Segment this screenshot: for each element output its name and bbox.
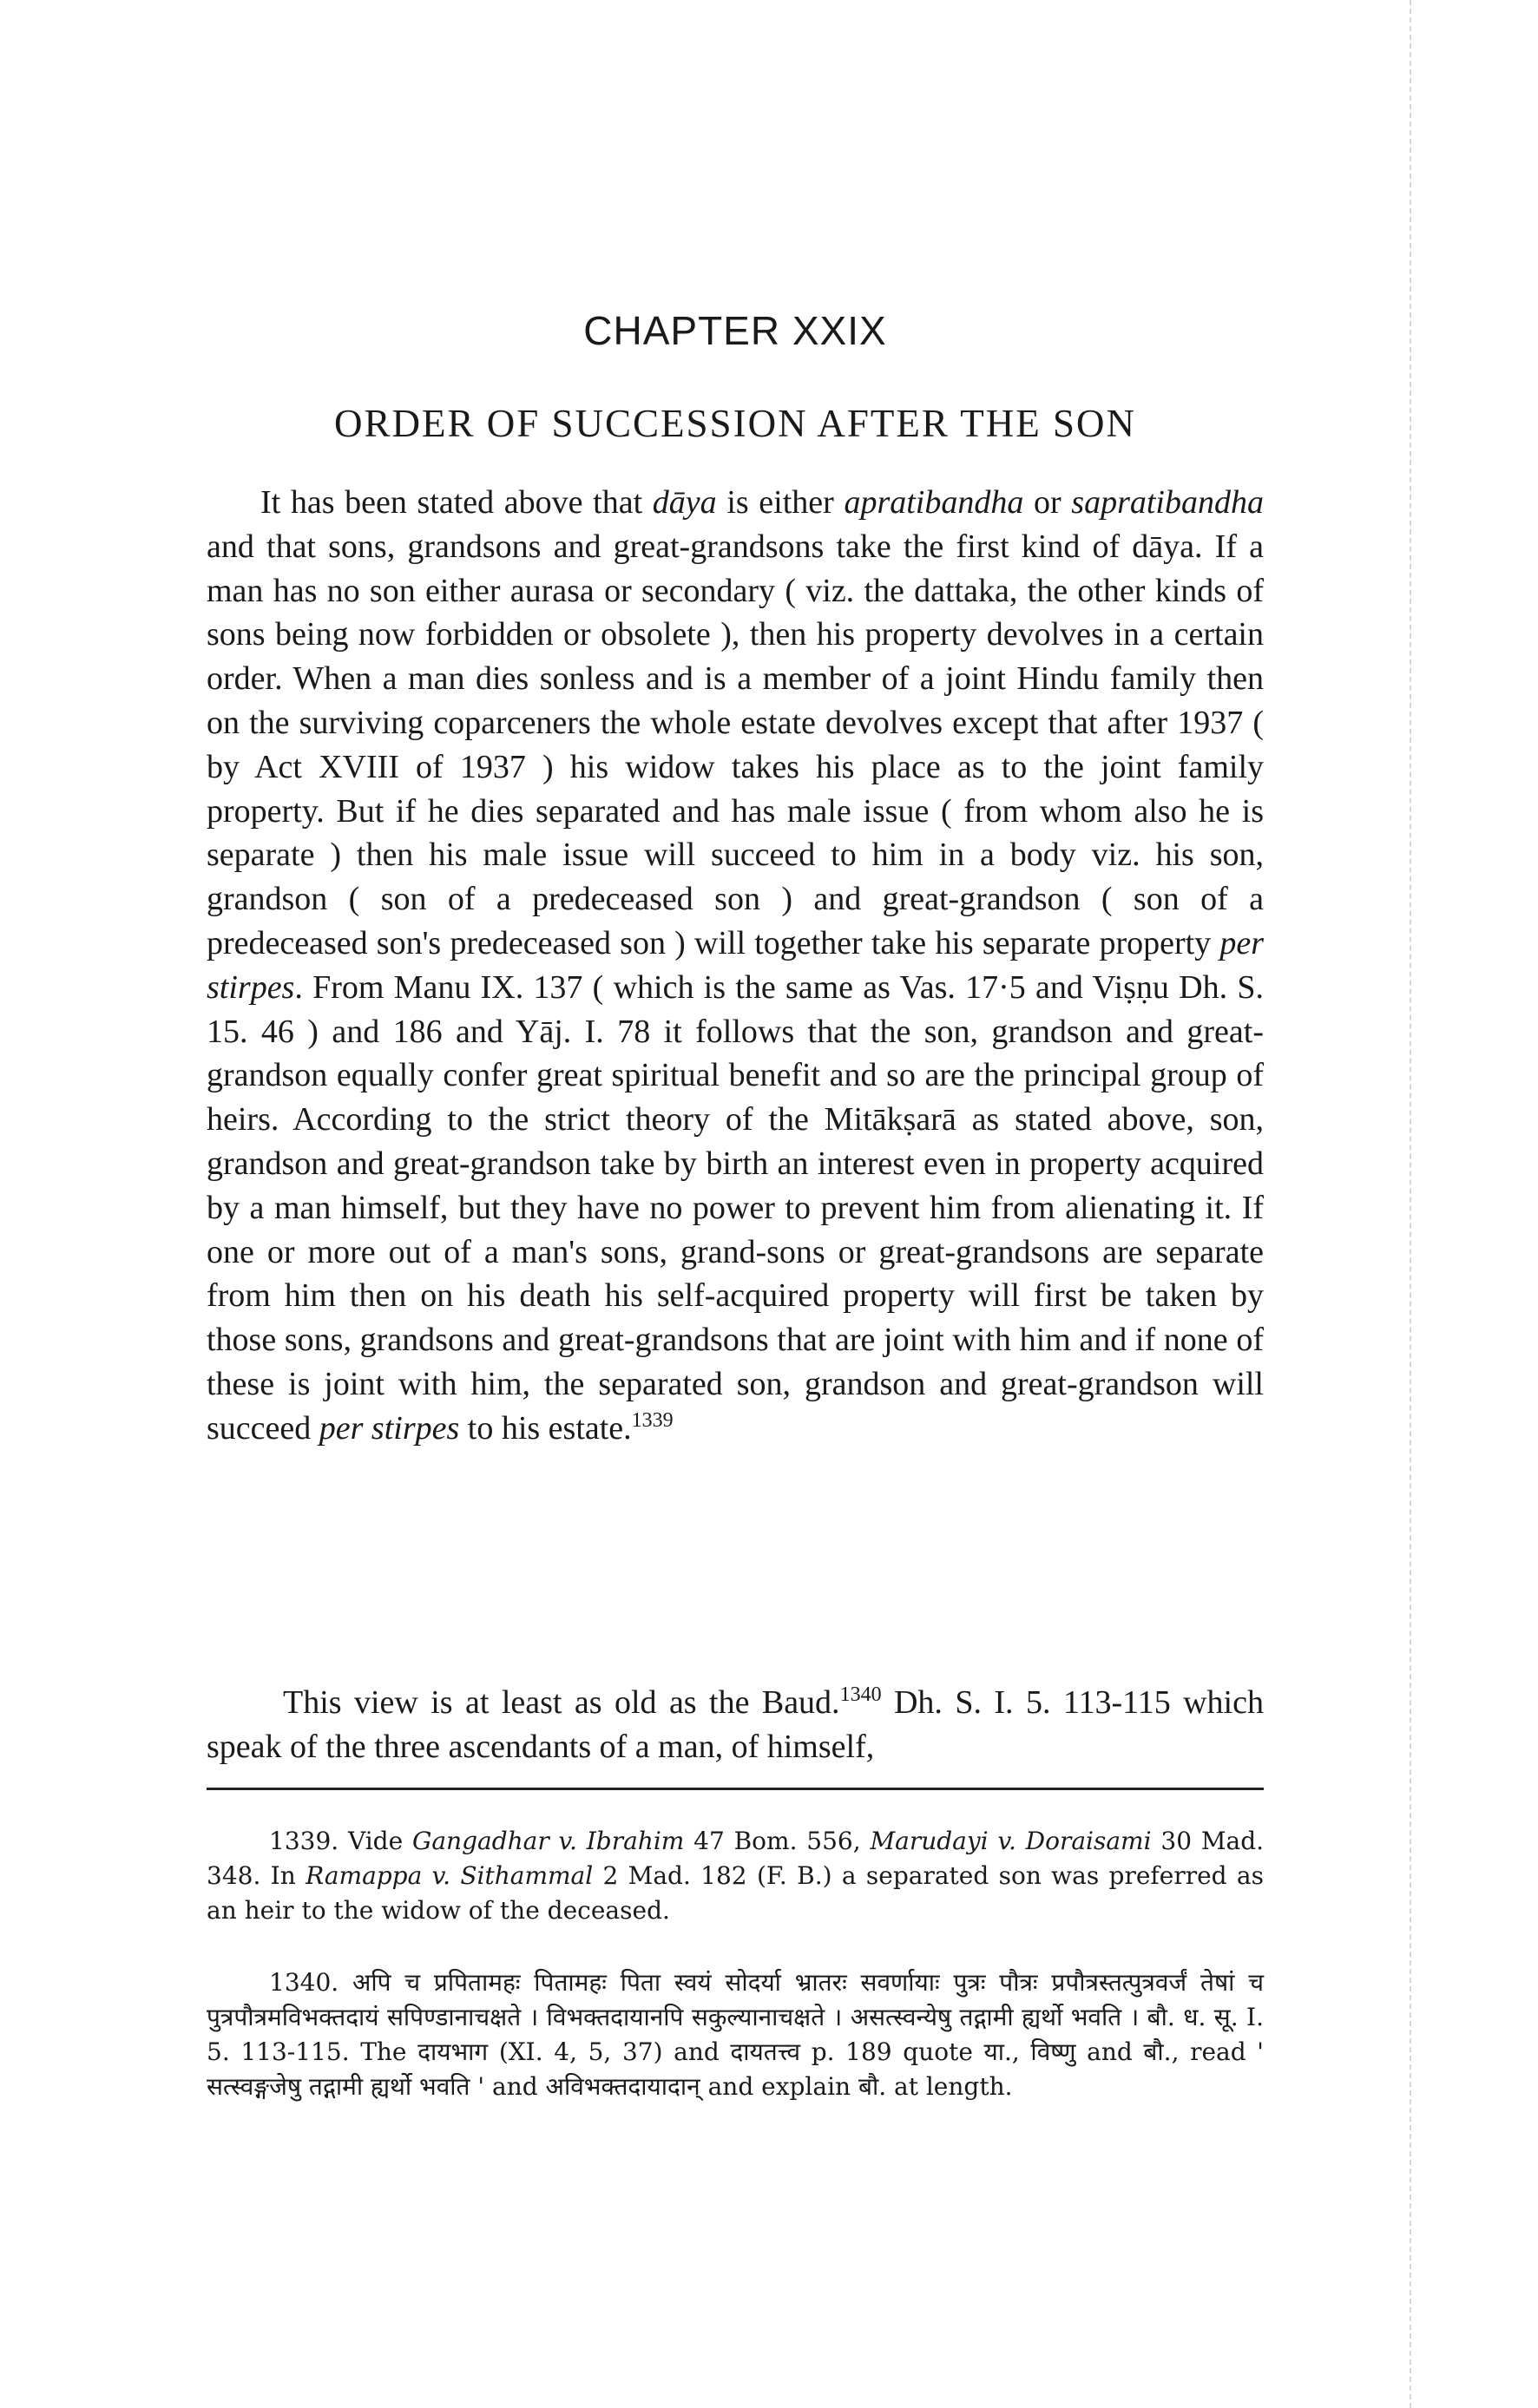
text-run: It has been stated above that <box>260 484 653 521</box>
text-run: 47 Bom. 556, <box>684 1827 871 1855</box>
text-run: Dh. S. I. 5. 113-115 which speak of the three ascendants of a man, of himself, <box>207 1684 1264 1765</box>
scan-edge-line <box>1410 0 1411 2408</box>
text-run: अपि च प्रपितामहः पितामहः पिता स्वयं सोदर्या भ्रातरः सवर्णायाः पुत्रः पौत्रः प्रपौत्रस्तत्पुत्रवर्जं तेषां च पुत्रपौत्रमविभक्तदायं सपिण्डानाचक्षते । विभक्तदायानपि सकुल्यानाचक्षते । असत्स्वन्येषु तद्गामी ह्यर्थो भवति । बौ. ध. सू. I. 5. 113-115. The दायभाग (XI. 4, 5, 37) and दायतत्त्व p. 189 quote या., विष्णु and बौ., read ' सत्स्वङ्गजेषु तद्गामी ह्यर्थो भवति ' and अविभक्तदायादान् and explain बौ. at length. <box>207 1968 1264 2101</box>
footnote-number: 1339. <box>269 1827 339 1855</box>
case-citation: Ramappa v. Sithammal <box>306 1861 594 1890</box>
text-run: 2 Mad. 182 (F. B.) a separated son was preferred as an heir to the widow of the deceased. <box>207 1861 1264 1925</box>
chapter-number: CHAPTER XXIX <box>583 308 887 353</box>
footnote-ref-1340[interactable]: 1340 <box>839 1683 882 1706</box>
chapter-title: ORDER OF SUCCESSION AFTER THE SON <box>333 402 1137 445</box>
paragraph-order-of-succession <box>207 481 1264 1451</box>
term-sapratibandha: sapratibandha <box>1071 484 1264 521</box>
case-citation: Gangadhar v. Ibrahim <box>411 1827 685 1855</box>
text-run: This view is at least as old as the Baud. <box>283 1684 840 1721</box>
term-daya: dāya <box>652 484 717 521</box>
text-run: and that sons, grandsons and great-grandsons take the first kind of dāya. If a man has no son either aurasa or secondary ( viz. the dattaka, the other kinds of sons being now forbidden or obsolete ), then his property devolves in a certain order. When a man dies sonless and is a member of a joint Hindu family then on the surviving coparceners the whole estate devolves except that after 1937 ( by Act XVIII of 1937 ) his widow takes his place as to the joint family property. But if he dies separated and has male issue ( from whom also he is separate ) then his male issue will succeed to him in a body viz. his son, grandson ( son of a predeceased son ) and great-grandson ( son of a predeceased son's predeceased son ) will together take his separate property <box>207 528 1264 961</box>
footnote-1340 <box>207 1965 1264 2104</box>
term-per-stirpes: per stirpes <box>319 1409 460 1447</box>
book-page <box>207 0 1264 2408</box>
term-apratibandha: apratibandha <box>844 484 1024 521</box>
footnote-ref-1339[interactable]: 1339 <box>631 1408 674 1432</box>
text-run: 30 Mad. 348. In <box>207 1827 1265 1890</box>
footnote-number: 1340. <box>269 1968 339 1997</box>
text-run: . From Manu IX. 137 ( which is the same as Vas. 17·5 and Viṣṇu Dh. S. 15. 46 ) and 186 and Yāj. I. 78 it follows that the son, grandson and great-grandson equally confer great spiritual benefit and so are the principal group of heirs. According to the strict theory of the Mitākṣarā as stated above, son, grandson and great-grandson take by birth an interest even in property acquired by a man himself, but they have no power to prevent him from alienating it. If one or more out of a man's sons, grand-sons or great-grandsons are separate from him then on his death his self-acquired property will first be taken by those sons, grandsons and great-grandsons that are joint with him and if none of these is joint with him, the separated son, grandson and great-grandson will succeed <box>207 968 1264 1447</box>
text-run: Vide <box>338 1827 412 1855</box>
case-citation: Marudayi v. Doraisami <box>870 1827 1152 1855</box>
footnote-1339 <box>207 1824 1264 1928</box>
text-run: to his estate. <box>459 1409 632 1447</box>
footnote-divider <box>207 1788 1264 1790</box>
term-per-stirpes: per stirpes <box>207 924 1264 1006</box>
paragraph-baudhayana <box>207 1681 1264 1769</box>
text-run: is either <box>716 484 845 521</box>
text-run: or <box>1023 484 1072 521</box>
